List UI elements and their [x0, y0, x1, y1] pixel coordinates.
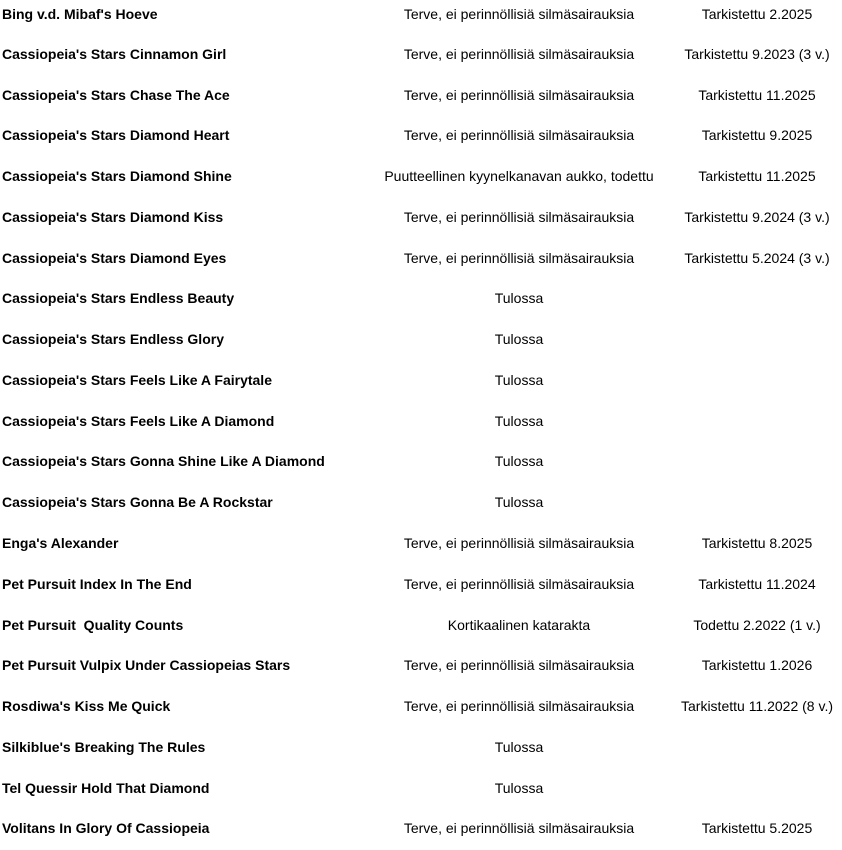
examination-date: Tarkistettu 5.2024 (3 v.): [684, 250, 830, 266]
examination-result: Terve, ei perinnöllisiä silmäsairauksia: [403, 576, 635, 592]
dog-name: Cassiopeia's Stars Feels Like A Diamond: [2, 413, 275, 429]
dog-name: Volitans In Glory Of Cassiopeia: [2, 820, 210, 836]
table-row: [0, 3, 842, 25]
dog-name: Pet Pursuit Index In The End: [2, 576, 192, 592]
examination-result: Puutteellinen kyynelkanavan aukko, todettu: [384, 168, 654, 184]
dog-name: Cassiopeia's Stars Gonna Be A Rockstar: [2, 494, 273, 510]
examination-result: Kortikaalinen katarakta: [447, 617, 591, 633]
dog-name: Cassiopeia's Stars Diamond Kiss: [2, 209, 224, 225]
examination-date: Tarkistettu 11.2022 (8 v.): [681, 698, 833, 714]
dog-name: Bing v.d. Mibaf's Hoeve: [2, 6, 158, 22]
table-row: [0, 491, 842, 513]
table-row: [0, 573, 842, 595]
examination-date: Tarkistettu 11.2025: [698, 168, 816, 184]
dog-name: Cassiopeia's Stars Diamond Eyes: [2, 250, 227, 266]
examination-result: Terve, ei perinnöllisiä silmäsairauksia: [403, 698, 635, 714]
table-row: [0, 777, 842, 799]
table-row: [0, 206, 842, 228]
dog-name: Cassiopeia's Stars Gonna Shine Like A Diamond: [2, 453, 325, 469]
dog-name: Pet Pursuit Quality Counts: [2, 617, 184, 633]
examination-result: Terve, ei perinnöllisiä silmäsairauksia: [403, 46, 635, 62]
dog-name: Enga's Alexander: [2, 535, 119, 551]
examination-date: Tarkistettu 11.2024: [698, 576, 816, 592]
dog-name: Cassiopeia's Stars Endless Beauty: [2, 290, 235, 306]
dog-name: Rosdiwa's Kiss Me Quick: [2, 698, 171, 714]
table-row: [0, 450, 842, 472]
examination-result: Terve, ei perinnöllisiä silmäsairauksia: [403, 535, 635, 551]
table-row: [0, 695, 842, 717]
dog-name: Pet Pursuit Vulpix Under Cassiopeias Stars: [2, 657, 291, 673]
examination-date: Tarkistettu 11.2025: [698, 87, 816, 103]
table-row: [0, 369, 842, 391]
table-row: [0, 124, 842, 146]
examination-result: Terve, ei perinnöllisiä silmäsairauksia: [403, 127, 635, 143]
examination-result: Tulossa: [494, 290, 544, 306]
examination-date: Todettu 2.2022 (1 v.): [693, 617, 821, 633]
examination-date: Tarkistettu 5.2025: [701, 820, 813, 836]
table-row: [0, 736, 842, 758]
dog-name: Cassiopeia's Stars Feels Like A Fairytale: [2, 372, 272, 388]
examination-result: Terve, ei perinnöllisiä silmäsairauksia: [403, 6, 635, 22]
examination-result: Terve, ei perinnöllisiä silmäsairauksia: [403, 820, 635, 836]
table-row: [0, 532, 842, 554]
dog-name: Cassiopeia's Stars Cinnamon Girl: [2, 46, 227, 62]
examination-date: Tarkistettu 2.2025: [701, 6, 813, 22]
table-row: [0, 654, 842, 676]
table-row: [0, 287, 842, 309]
dog-name: Cassiopeia's Stars Diamond Shine: [2, 168, 232, 184]
table-row: [0, 817, 842, 839]
table-row: [0, 165, 842, 187]
examination-result: Tulossa: [494, 331, 544, 347]
examination-date: Tarkistettu 1.2026: [701, 657, 813, 673]
table-row: [0, 247, 842, 269]
examination-date: Tarkistettu 8.2025: [701, 535, 813, 551]
dog-name: Cassiopeia's Stars Diamond Heart: [2, 127, 230, 143]
table-row: [0, 614, 842, 636]
examination-date: Tarkistettu 9.2023 (3 v.): [684, 46, 830, 62]
table-row: [0, 328, 842, 350]
examination-result: Terve, ei perinnöllisiä silmäsairauksia: [403, 87, 635, 103]
table-row: [0, 43, 842, 65]
examination-result: Tulossa: [494, 453, 544, 469]
dog-name: Cassiopeia's Stars Endless Glory: [2, 331, 224, 347]
examination-result: Terve, ei perinnöllisiä silmäsairauksia: [403, 209, 635, 225]
examination-date: Tarkistettu 9.2024 (3 v.): [684, 209, 830, 225]
examination-result: Terve, ei perinnöllisiä silmäsairauksia: [403, 657, 635, 673]
examination-result: Tulossa: [494, 494, 544, 510]
examination-result: Tulossa: [494, 780, 544, 796]
dog-name: Tel Quessir Hold That Diamond: [2, 780, 210, 796]
table-row: [0, 410, 842, 432]
dog-name: Cassiopeia's Stars Chase The Ace: [2, 87, 230, 103]
examination-result: Tulossa: [494, 413, 544, 429]
table-row: [0, 84, 842, 106]
examination-result: Tulossa: [494, 372, 544, 388]
examination-date: Tarkistettu 9.2025: [701, 127, 813, 143]
dog-name: Silkiblue's Breaking The Rules: [2, 739, 206, 755]
examination-result: Terve, ei perinnöllisiä silmäsairauksia: [403, 250, 635, 266]
examination-result: Tulossa: [494, 739, 544, 755]
